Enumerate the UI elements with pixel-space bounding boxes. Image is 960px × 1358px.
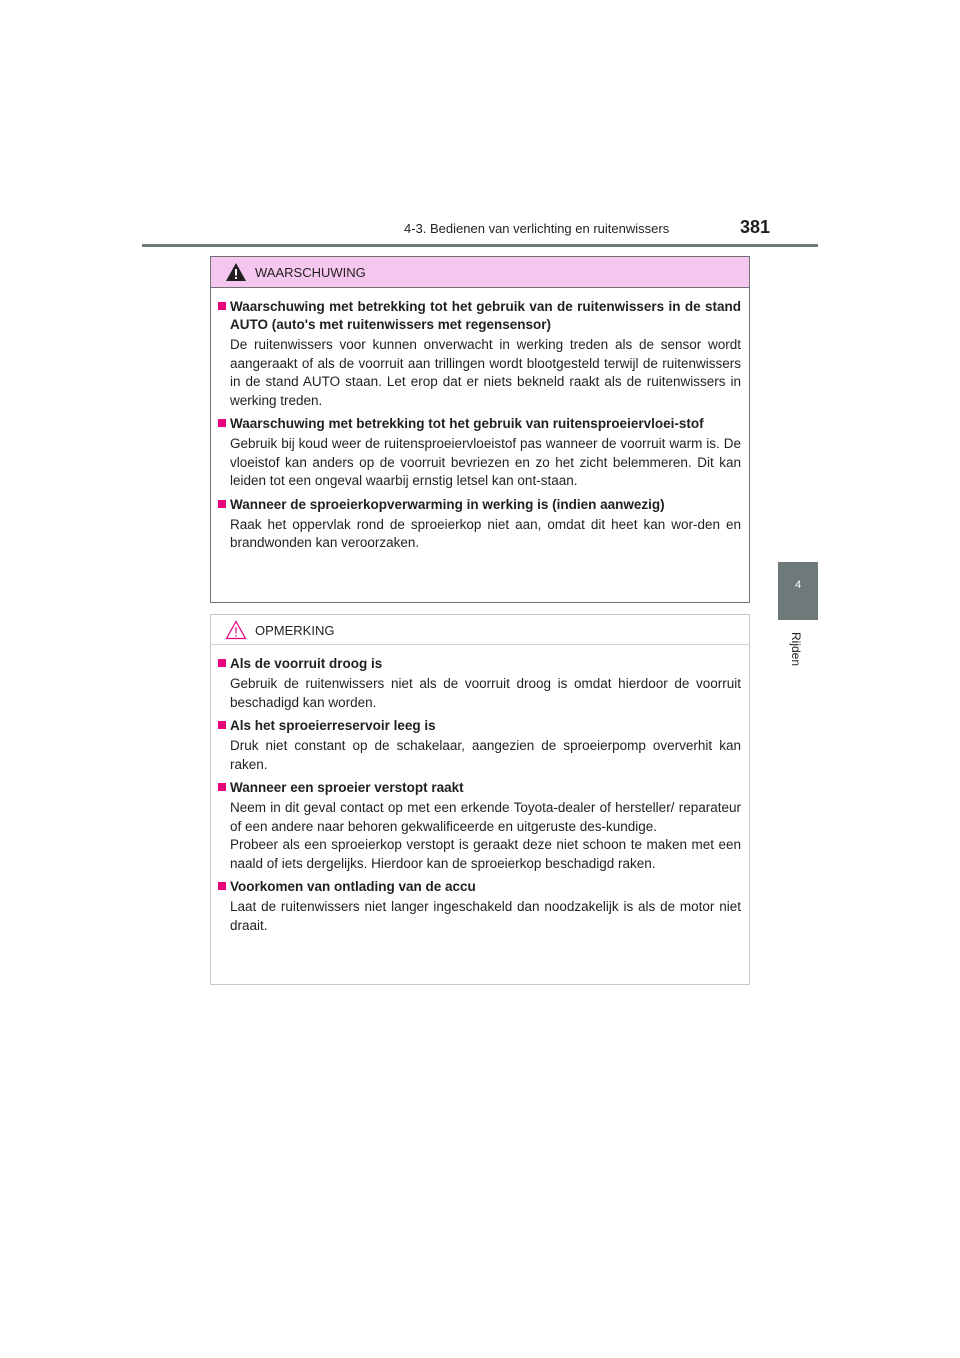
note-item — [218, 878, 741, 935]
square-bullet-icon — [218, 721, 226, 729]
square-bullet-icon — [218, 882, 226, 890]
note-item-text: Probeer als een sproeierkop verstopt is geraakt deze niet schoon te maken met een naald of iets dergelijks. Hierdoor kan de sproeierkop beschadigd raken. — [230, 837, 741, 871]
warning-item — [218, 496, 741, 553]
section-title: 4-3. Bedienen van verlichting en ruitenwissers — [404, 221, 670, 236]
warning-item-text: Raak het oppervlak rond de sproeierkop niet aan, omdat dit heet kan wor-den en brandwonden kan veroorzaken. — [230, 516, 741, 550]
note-item — [218, 655, 741, 712]
chapter-number: 4 — [794, 579, 802, 591]
warning-box — [210, 256, 750, 603]
note-item-heading: Voorkomen van ontlading van de accu — [230, 879, 476, 894]
chapter-label: Rijden — [789, 632, 803, 667]
note-item — [218, 779, 741, 873]
warning-item-heading: Waarschuwing met betrekking tot het gebruik van de ruitenwissers in de stand AUTO (auto's met ruitenwissers met regensensor) — [230, 299, 741, 332]
square-bullet-icon — [218, 302, 226, 310]
caution-triangle-icon — [225, 620, 247, 640]
note-box — [210, 614, 750, 985]
warning-item — [218, 298, 741, 410]
square-bullet-icon — [218, 419, 226, 427]
warning-title: WAARSCHUWING — [255, 265, 366, 280]
warning-item-heading: Wanneer de sproeierkopverwarming in werking is (indien aanwezig) — [230, 496, 665, 512]
warning-list — [211, 288, 749, 553]
note-item-text: Neem in dit geval contact op met een erkende Toyota-dealer of hersteller/ reparateur of een andere naar behoren gekwalificeerde en uitgeruste des-kundige. — [230, 800, 741, 834]
note-item-text: Laat de ruitenwissers niet langer ingeschakeld dan noodzakelijk is als de motor niet draait. — [230, 899, 741, 933]
warning-triangle-icon — [225, 262, 247, 282]
square-bullet-icon — [218, 783, 226, 791]
note-list — [211, 645, 749, 935]
page-number: 381 — [740, 217, 771, 237]
warning-item — [218, 415, 741, 491]
note-item — [218, 717, 741, 774]
note-item-heading: Wanneer een sproeier verstopt raakt — [230, 780, 464, 795]
square-bullet-icon — [218, 659, 226, 667]
note-header — [211, 615, 749, 645]
note-item-text: Druk niet constant op de schakelaar, aangezien de sproeierpomp oververhit kan raken. — [230, 738, 741, 772]
note-title: OPMERKING — [255, 623, 335, 638]
square-bullet-icon — [218, 500, 226, 508]
header-divider — [142, 244, 818, 247]
warning-item-heading: Waarschuwing met betrekking tot het gebruik van ruitensproeiervloei-stof — [230, 416, 704, 431]
note-item-text: Gebruik de ruitenwissers niet als de voorruit droog is omdat hierdoor de voorruit beschadigd kan worden. — [230, 676, 741, 710]
warning-item-text: Gebruik bij koud weer de ruitensproeiervloeistof pas wanneer de voorruit warm is. De vloeistof kan anders op de voorruit bevriezen en zo het zicht belemmeren. Dit kan leiden tot een ongeval waarbij ernstig letsel kan ont-staan. — [230, 436, 741, 488]
note-item-heading: Als de voorruit droog is — [230, 656, 383, 671]
warning-header — [211, 257, 749, 288]
chapter-tab[interactable] — [778, 562, 818, 620]
note-item-heading: Als het sproeierreservoir leeg is — [230, 718, 436, 733]
warning-item-text: De ruitenwissers voor kunnen onverwacht in werking treden als de sensor wordt aangeraakt of als de voorruit aan trillingen wordt blootgesteld terwijl de ruitenwissers in de stand AUTO staan. Let erop dat er niets bekneld raakt als de ruitenwissers in werking treden. — [230, 337, 741, 408]
